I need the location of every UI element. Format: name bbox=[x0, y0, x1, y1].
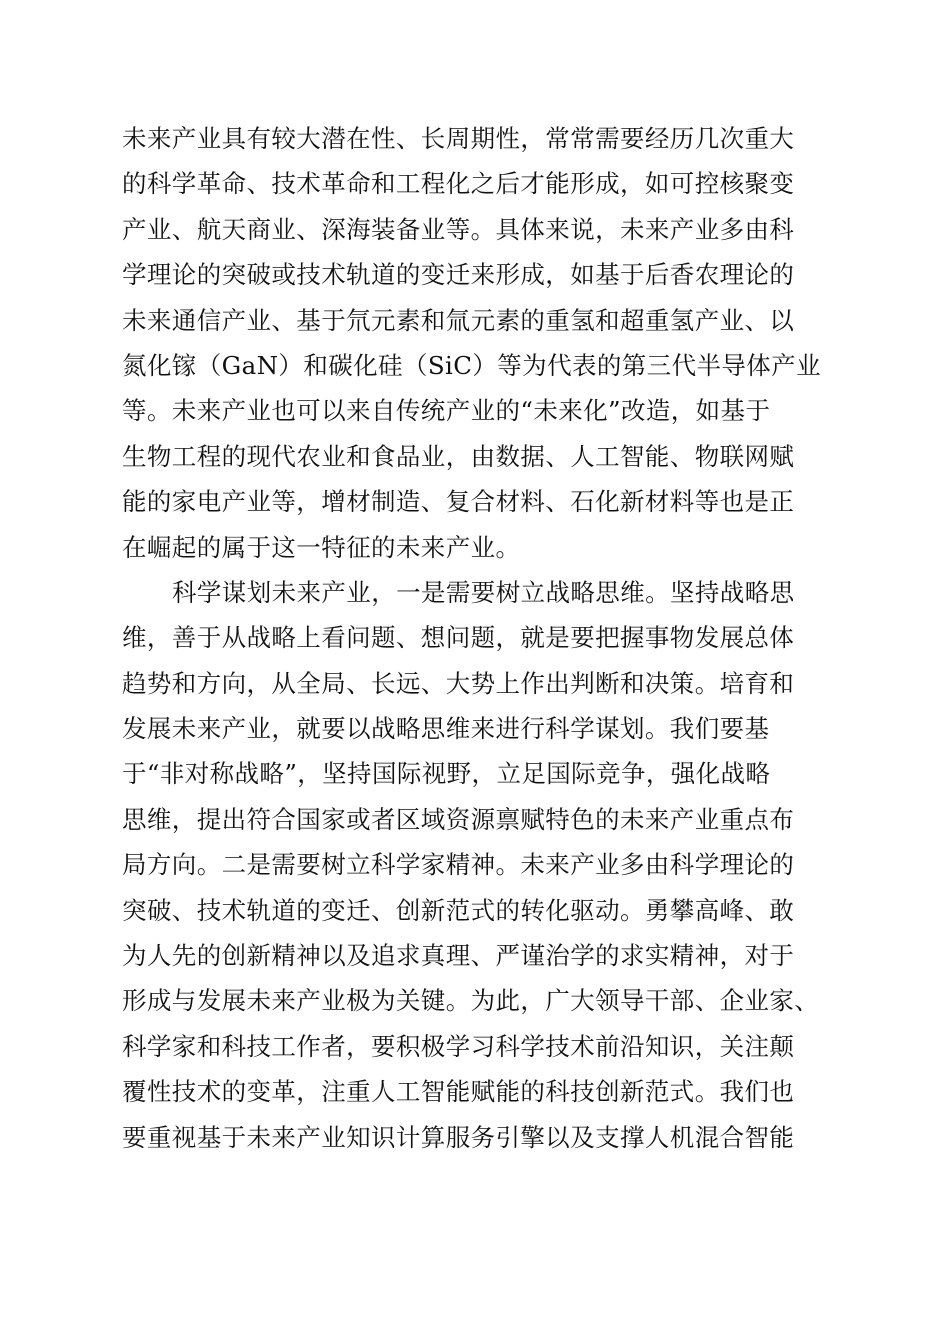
text-line: 突破、技术轨道的变迁、创新范式的转化驱动。勇攀高峰、敢 bbox=[122, 895, 795, 925]
text-line: 局方向。二是需要树立科学家精神。未来产业多由科学理论的 bbox=[122, 850, 795, 880]
text-line: 趋势和方向，从全局、长远、大势上作出判断和决策。培育和 bbox=[122, 668, 795, 698]
text-line: 形成与发展未来产业极为关键。为此，广大领导干部、企业家、 bbox=[122, 986, 820, 1016]
text-line: 能的家电产业等，增材制造、复合材料、石化新材料等也是正 bbox=[122, 487, 795, 517]
text-line: 维，善于从战略上看问题、想问题，就是要把握事物发展总体 bbox=[122, 623, 795, 653]
body-text bbox=[122, 116, 842, 1160]
text-line: 产业、航天商业、深海装备业等。具体来说，未来产业多由科 bbox=[122, 214, 795, 244]
text-line: 等。未来产业也可以来自传统产业的“未来化”改造，如基于 bbox=[122, 396, 771, 426]
text-line: 学理论的突破或技术轨道的变迁来形成，如基于后香农理论的 bbox=[122, 260, 795, 290]
text-line: 的科学革命、技术革命和工程化之后才能形成，如可控核聚变 bbox=[122, 169, 795, 199]
paragraph-start-line: 科学谋划未来产业，一是需要树立战略思维。坚持战略思 bbox=[172, 577, 795, 607]
text-line: 氮化镓（GaN）和碳化硅（SiC）等为代表的第三代半导体产业 bbox=[122, 350, 821, 380]
text-line: 发展未来产业，就要以战略思维来进行科学谋划。我们要基 bbox=[122, 714, 770, 744]
text-line: 于“非对称战略”，坚持国际视野，立足国际竞争，强化战略 bbox=[122, 759, 771, 789]
text-line: 生物工程的现代农业和食品业，由数据、人工智能、物联网赋 bbox=[122, 441, 795, 471]
text-line: 在崛起的属于这一特征的未来产业。 bbox=[122, 532, 521, 562]
text-line: 为人先的创新精神以及追求真理、严谨治学的求实精神，对于 bbox=[122, 941, 795, 971]
text-line: 未来产业具有较大潜在性、长周期性，常常需要经历几次重大 bbox=[122, 124, 795, 153]
text-line: 要重视基于未来产业知识计算服务引擎以及支撑人机混合智能 bbox=[122, 1122, 795, 1152]
text-line: 思维，提出符合国家或者区域资源禀赋特色的未来产业重点布 bbox=[122, 804, 795, 834]
text-line: 科学家和科技工作者，要积极学习科学技术前沿知识，关注颠 bbox=[122, 1031, 795, 1061]
text-line: 未来通信产业、基于氘元素和氚元素的重氢和超重氢产业、以 bbox=[122, 305, 795, 335]
text-line: 覆性技术的变革，注重人工智能赋能的科技创新范式。我们也 bbox=[122, 1077, 795, 1107]
